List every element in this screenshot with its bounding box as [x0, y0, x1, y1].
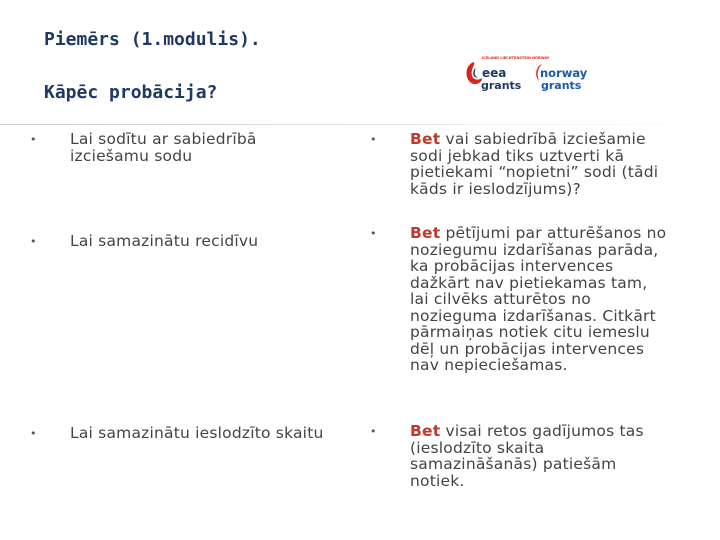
bullet: •: [30, 235, 37, 248]
highlight-word: Bet: [410, 130, 441, 148]
norway-grants-logo: [536, 64, 588, 92]
page-subtitle: Kāpēc probācija?: [44, 82, 218, 103]
list-item-body: vai sabiedrībā izciešamie sodi jebkad tiks uztverti kā pietiekami “nopietni” sodi (tādi kāds ir ieslodzījums)?: [410, 130, 659, 198]
list-item: [370, 423, 670, 489]
eea-line1: eea: [482, 66, 507, 80]
bullet: •: [370, 425, 377, 438]
highlight-word: Bet: [410, 422, 441, 440]
norway-line1: norway: [540, 66, 588, 80]
list-item-text: [410, 225, 670, 374]
bullet: •: [30, 427, 37, 440]
eea-swirl-icon-inner: [473, 68, 478, 78]
list-item-body: pētījumi par atturēšanos no noziegumu izdarīšanas parāda, ka probācijas intervences dažkārt nav pietiekamas tam, lai cilvēks atturētos no nozieguma izdarīšanas. Citkārt pārmaiņas notiek citu iemeslu dēļ un probācijas intervences nav nepieciešamas.: [410, 224, 667, 374]
bullet: •: [30, 133, 37, 146]
list-item-text: [410, 131, 670, 197]
header-divider: [0, 124, 720, 125]
list-item: [370, 225, 670, 374]
list-item-text: Lai samazinātu recidīvu: [70, 232, 259, 250]
list-item: [30, 131, 330, 164]
list-item: [30, 425, 324, 442]
list-item-text: Lai sodītu ar sabiedrībā izciešamu sodu: [70, 130, 257, 165]
eea-small-text: ICELAND LIECHTENSTEIN NORWAY: [482, 56, 550, 60]
list-item-text: Lai samazinātu ieslodzīto skaitu: [70, 424, 324, 442]
list-item-text: [410, 423, 670, 489]
eea-line2: grants: [481, 79, 522, 92]
eea-norway-grants-logo: [462, 52, 600, 100]
list-item: [370, 131, 670, 197]
bullet: •: [370, 133, 377, 146]
list-item: [30, 233, 258, 250]
norway-line2: grants: [541, 79, 582, 92]
bullet: •: [370, 227, 377, 240]
page-title: Piemērs (1.modulis).: [44, 29, 261, 50]
list-item-body: visai retos gadījumos tas (ieslodzīto skaita samazināšanās) patiešām notiek.: [410, 422, 644, 490]
highlight-word: Bet: [410, 224, 441, 242]
